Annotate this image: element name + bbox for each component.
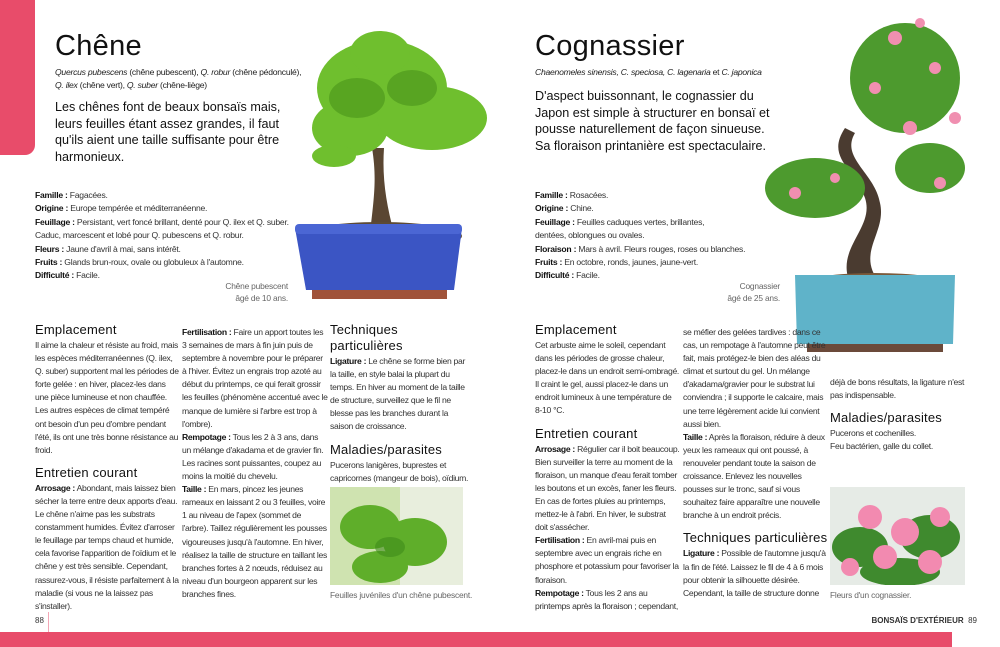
section-text: Cet arbuste aime le soleil, cependant dans les périodes de grosse chaleur, placez-le dans un endroit semi-ombragé. Il craint le gel, aussi placez-le dans un endroit lumineux à une température de 8-10 °C. <box>535 340 680 416</box>
fact-value: Rosacées. <box>567 190 609 200</box>
caption-line: âgé de 25 ans. <box>727 293 780 303</box>
fact-value: Glands brun-roux, ovale ou globuleux à l'automne. <box>62 257 244 268</box>
ligature-text <box>683 547 828 599</box>
section-heading: Maladies/parasites <box>830 410 942 426</box>
fact-label: Fruits : <box>35 257 63 268</box>
latin-text: (chêne pédonculé), <box>230 67 302 77</box>
caption-line: Chêne pubescent <box>225 281 288 291</box>
ligature-text <box>330 355 470 434</box>
latin-name: C. japonica <box>721 67 762 77</box>
item-label: Taille : <box>683 431 708 442</box>
facts-list <box>35 189 305 283</box>
flower-caption: Fleurs d'un cognassier. <box>830 590 912 600</box>
item-label: Taille : <box>182 484 207 495</box>
intro-text: Les chênes font de beaux bonsaïs mais, leurs feuilles étant assez grandes, il faut qu'ils aient une taille suffisante pour être harmonieux. <box>55 100 281 164</box>
fact-fruits <box>35 256 305 269</box>
item-text: Le chêne se forme bien par la taille, en style balai la plupart du temps. En hiver au moment de la taille de structure, surveillez que le fil ne blesse pas les branches durant la saison de croissance. <box>330 356 466 432</box>
arrosage-text <box>35 482 180 613</box>
section-heading: Emplacement <box>35 322 117 337</box>
fertilisation-text <box>535 534 680 586</box>
section-text: Feu bactérien, galle du collet. <box>830 441 933 452</box>
ligature-continued: déjà de bons résultats, la ligature n'est pas indispensable. <box>830 377 965 401</box>
latin-text: (chêne vert), <box>77 80 127 90</box>
item-text: Régulier car il boit beaucoup. Bien surveiller la terre au moment de la floraison, un manque d'eau ferait tomber les boutons et un excès, faner les fleurs. En cas de fortes pluies au printemps, mettez-le à l'abri. En hiver, le substrat doit s'assécher. <box>535 443 680 533</box>
fertilisation-text <box>182 326 328 431</box>
footer-bar <box>0 632 952 647</box>
column-1 <box>35 322 180 613</box>
section-heading: Maladies/parasites <box>330 441 442 457</box>
column-3 <box>330 322 470 485</box>
taille-text <box>683 431 828 523</box>
quince-bonsai-photo <box>755 8 980 358</box>
column-3 <box>830 376 975 453</box>
fact-label: Fruits : <box>535 257 563 268</box>
fact-label: Origine : <box>35 203 69 214</box>
item-label: Ligature : <box>683 548 720 559</box>
fact-value: Persistant, vert foncé brillant, denté pour Q. ilex et Q. suber. Caduc, marcescent et lobé pour Q. pubescens et Q. robur. <box>35 216 289 241</box>
latin-text: (chêne pubescent), <box>127 67 201 77</box>
page-title-chene: Chêne <box>55 30 142 62</box>
fact-fruits <box>535 256 755 269</box>
fact-feuillage <box>535 216 705 243</box>
fact-floraison <box>535 243 755 256</box>
section-heading: Techniques particulières <box>683 530 828 546</box>
fact-label: Famille : <box>35 190 68 200</box>
fact-value: Chine. <box>568 203 594 214</box>
latin-text: (chêne-liège) <box>157 80 207 90</box>
fact-value: Jaune d'avril à mai, sans intérêt. <box>64 243 181 254</box>
fact-label: Difficulté : <box>535 270 575 281</box>
fact-value: Mars à avril. Fleurs rouges, roses ou blanches. <box>576 243 746 254</box>
fact-origine <box>535 202 755 215</box>
fact-famille <box>35 189 305 202</box>
fact-label: Feuillage : <box>535 216 575 227</box>
fact-label: Feuillage : <box>35 216 75 227</box>
page-footer-right <box>760 616 977 625</box>
fact-label: Floraison : <box>535 243 577 254</box>
item-text: Tous les 2 ans au printemps après la floraison ; cependant, <box>535 587 678 611</box>
caption-line: âgé de 10 ans. <box>235 293 288 303</box>
photo-caption <box>680 280 780 304</box>
arrosage-text <box>535 443 680 535</box>
section-heading: Entretien courant <box>535 425 638 441</box>
section-heading: Entretien courant <box>35 464 138 480</box>
fact-label: Famille : <box>535 190 568 200</box>
section-text: Il aime la chaleur et résiste au froid, mais les espèces méditerranéennes (Q. ilex, Q. suber) supportent mal les périodes de forte gelée : en hiver, placez-les dans une pièce lumineuse et non chauffée. Les autres espèces de climat tempéré ont besoin d'un peu d'ombre pendant l'été, ils ont une très bonne résistance au froid. <box>35 340 179 455</box>
item-text: Possible de l'automne jusqu'à la fin de l'été. Laissez le fil de 4 à 6 mois pour obtenir la silhouette désirée. Cependant, la taille de structure donne <box>683 548 826 598</box>
page-number-left: 88 <box>35 616 44 625</box>
fact-value: Facile. <box>574 270 600 281</box>
quince-flowers-photo <box>830 487 965 585</box>
item-text: Abondant, mais laissez bien sécher la terre entre deux apports d'eau. Le chêne n'aime pas les substrats constamment humides. Évitez d'arroser le feuillage par temps chaud et humide, cela favorise l'apparition de l'oïdium et le chêne y est très sensible. Cependant, rassurez-vous, il résiste parfaitement à la maladie (si vous ne la laissez pas s'installer). <box>35 482 179 611</box>
caption-line: Cognassier <box>739 281 780 291</box>
fact-value: Feuilles caduques vertes, brillantes, dentées, oblongues ou ovales. <box>535 216 705 241</box>
section-heading: Emplacement <box>535 322 617 337</box>
section-text: Pucerons lanigères, buprestes et capricornes (mangeur de bois), oïdium. <box>330 459 469 483</box>
taille-text <box>182 483 328 601</box>
fact-feuillage <box>35 216 305 243</box>
column-1 <box>535 322 680 613</box>
fact-value: Fagacées. <box>67 190 108 200</box>
item-label: Ligature : <box>330 356 367 366</box>
section-text: Pucerons et cochenilles. <box>830 428 916 439</box>
fact-label: Origine : <box>535 203 569 214</box>
latin-text: et <box>710 67 722 77</box>
item-text: Faire un apport toutes les 3 semaines de mars à fin juin puis de septembre à novembre pour le préparer à l'hiver. Évitez un engrais trop azoté au début du printemps, ce qui ferait grossir les feuilles (phénomène accentué avec le manque de lumière si l'arbre est trop à l'ombre). <box>182 327 328 429</box>
item-text: Après la floraison, réduire à deux yeux les rameaux qui ont poussé, à renouveler pendant toute la saison de croissance. Enlevez les nouvelles pousses sur le tronc, sauf si vous souhaitez faire apparaître une nouvelle branche à un endroit précis. <box>683 431 825 521</box>
fact-label: Difficulté : <box>35 270 75 281</box>
page-title-cognassier: Cognassier <box>535 30 685 62</box>
photo-caption <box>188 280 288 304</box>
item-text: En avril-mai puis en septembre avec un engrais riche en phosphore et potassium pour favoriser la floraison. <box>535 535 679 585</box>
rempotage-text <box>535 587 680 613</box>
intro-text: D'aspect buissonnant, le cognassier du Japon est simple à structurer en bonsaï et pousse naturellement de façon sinueuse. Sa floraison printanière est spectaculaire. <box>535 89 770 153</box>
latin-name: Q. ilex <box>55 80 78 90</box>
latin-name: Quercus pubescens <box>55 67 128 77</box>
item-label: Arrosage : <box>535 443 575 454</box>
item-text: En mars, pincez les jeunes rameaux en laissant 2 ou 3 feuilles, voire 1 au niveau de l'apex (sommet de l'arbre). Taillez régulièrement les pousses vigoureuses jusqu'à l'automne. En hiver, réalisez la taille de structure en taillant les branches fortes à 2 nœuds, réduisez au niveau d'un bourgeon apparent sur les branches fines. <box>182 484 327 599</box>
item-label: Arrosage : <box>35 482 75 493</box>
fact-origine <box>35 202 305 215</box>
section-heading: Techniques particulières <box>330 322 403 353</box>
latin-name: Q. robur <box>200 67 231 77</box>
fact-label: Fleurs : <box>35 243 65 254</box>
fact-value: En octobre, ronds, jaunes, jaune-vert. <box>562 257 699 268</box>
fact-fleurs <box>35 243 305 256</box>
chapter-tab <box>0 0 35 155</box>
rempotage-continued: se méfier des gelées tardives : dans ce cas, un rempotage à l'automne peut être fait, mais protégez-le bien des aléas du climat et surtout du gel. Un mélange d'akadama/gravier pour le substrat lui conviendra ; il supporte le calcaire, mais une terre légèrement acide lui convient aussi bien. <box>683 327 826 429</box>
page-number-right: 89 <box>968 616 977 625</box>
item-label: Rempotage : <box>182 431 231 442</box>
footer-divider <box>48 612 49 632</box>
facts-list <box>535 189 755 283</box>
fact-value: Facile. <box>74 270 100 281</box>
fact-famille <box>535 189 755 202</box>
oak-leaves-photo <box>330 487 463 585</box>
column-2 <box>182 326 328 601</box>
leaf-caption: Feuilles juvéniles d'un chêne pubescent. <box>330 590 473 600</box>
fact-value: Europe tempérée et méditerranéenne. <box>68 203 208 214</box>
latin-name: Q. suber <box>126 80 158 90</box>
rempotage-text <box>182 431 328 483</box>
latin-name: Chaenomeles sinensis, C. speciosa, C. lagenaria <box>535 67 711 77</box>
item-label: Rempotage : <box>535 587 584 598</box>
section-name: BONSAÏS D'EXTÉRIEUR <box>871 616 964 625</box>
item-label: Fertilisation : <box>182 327 232 337</box>
item-label: Fertilisation : <box>535 535 585 546</box>
column-2 <box>683 326 828 600</box>
item-text: Tous les 2 à 3 ans, dans un mélange d'akadama et de gravier fin. Les racines sont puissantes, coupez au moins la moitié du chevelu. <box>182 431 324 482</box>
